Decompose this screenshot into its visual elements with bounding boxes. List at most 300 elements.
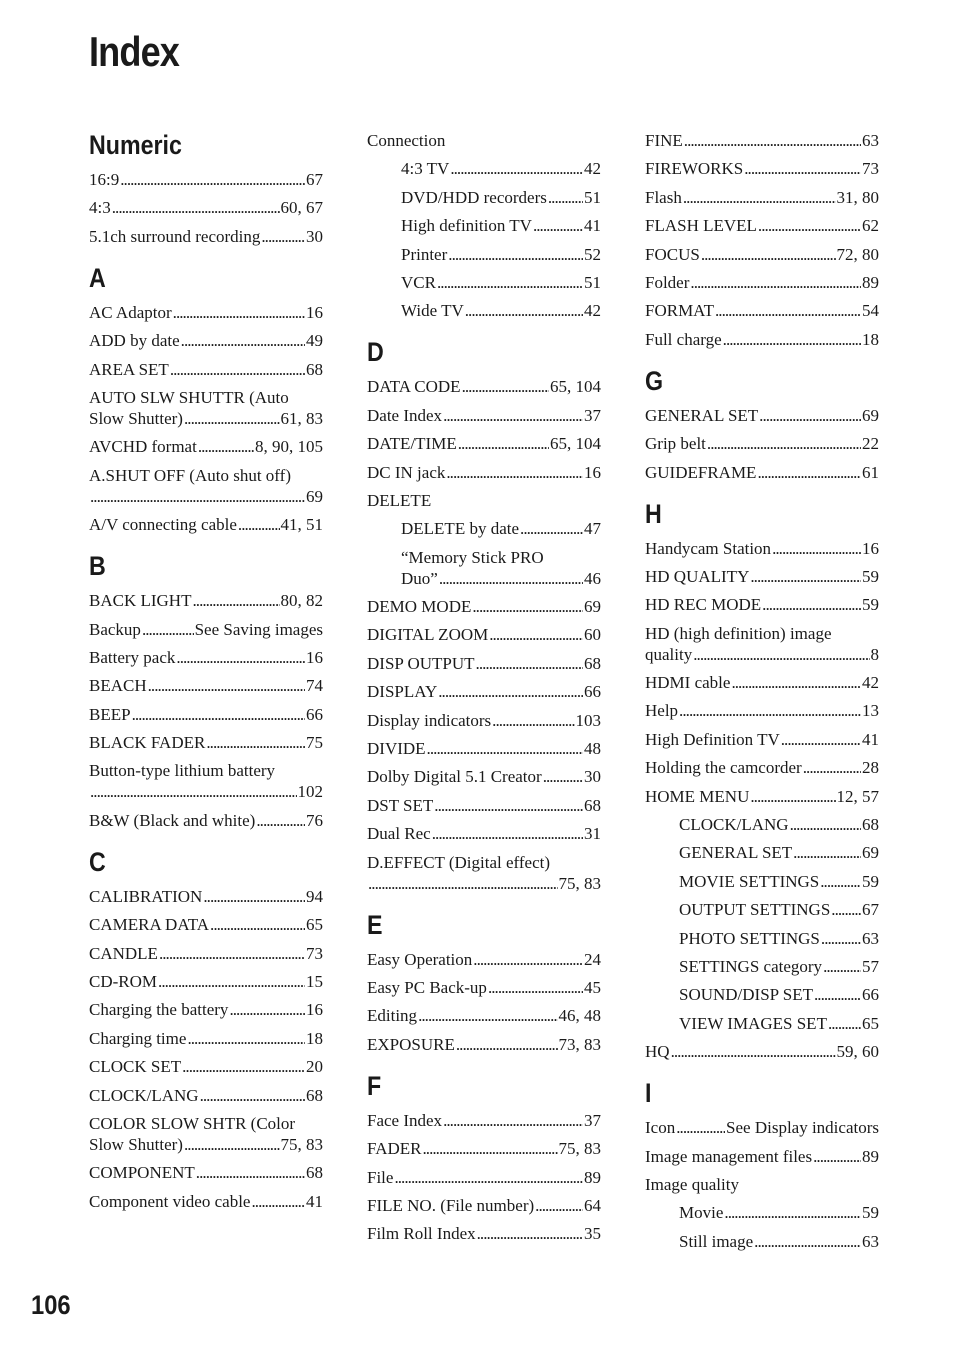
entry-text: 4:3 — [89, 198, 111, 218]
entry-pages: 65 — [862, 1013, 879, 1033]
entry-line — [367, 1223, 601, 1244]
dot-leader — [418, 1005, 557, 1026]
entry-line — [679, 956, 879, 977]
entry-line — [367, 405, 601, 426]
entry-text: “Memory Stick PRO — [401, 547, 544, 567]
index-entry — [89, 619, 323, 640]
index-entry — [367, 1034, 601, 1055]
entry-pages: 67 — [306, 170, 323, 189]
index-entry — [89, 465, 323, 507]
entry-text: BLACK FADER — [89, 733, 206, 753]
index-column-3 — [645, 130, 879, 1268]
entry-pages: 64 — [584, 1195, 601, 1215]
index-entry — [367, 1138, 601, 1159]
dot-leader — [790, 814, 861, 835]
entry-text: High definition TV — [401, 216, 532, 236]
entry-line — [401, 187, 601, 208]
entry-line — [679, 1231, 879, 1252]
dot-leader — [132, 704, 305, 725]
entry-text: HDMI cable — [645, 673, 731, 693]
entry-text: HD REC MODE — [645, 595, 762, 615]
entry-text: VIEW IMAGES SET — [679, 1013, 827, 1033]
entry-text: VCR — [401, 272, 436, 292]
index-subentry — [367, 215, 601, 236]
entry-line — [89, 675, 323, 696]
entry-line — [89, 1028, 323, 1049]
dot-leader — [679, 700, 861, 721]
entry-line — [401, 272, 601, 293]
index-entry — [89, 330, 323, 351]
entry-pages: 41 — [584, 216, 601, 236]
entry-line — [645, 538, 879, 559]
entry-text: CLOCK SET — [89, 1057, 182, 1077]
entry-pages: 37 — [584, 1110, 601, 1130]
entry-text: Easy Operation — [367, 949, 473, 969]
index-entry — [89, 971, 323, 992]
entry-text: Dual Rec — [367, 824, 431, 844]
section-heading: F — [367, 1070, 382, 1101]
entry-pages: 94 — [306, 886, 323, 906]
dot-leader — [489, 624, 583, 645]
entry-line — [89, 197, 323, 218]
entry-line — [89, 169, 323, 190]
dot-leader — [684, 130, 861, 151]
dot-leader — [707, 433, 861, 454]
index-entry — [645, 594, 879, 615]
entry-line — [89, 1056, 323, 1077]
dot-leader — [184, 408, 280, 429]
dot-leader — [731, 672, 861, 693]
entry-text: SETTINGS category — [679, 956, 823, 976]
entry-text: AREA SET — [89, 359, 169, 379]
entry-text: Holding the camcorder — [645, 758, 802, 778]
entry-text: DC IN jack — [367, 462, 446, 482]
entry-line — [89, 302, 323, 323]
index-entry — [645, 623, 879, 665]
entry-text: FADER — [367, 1139, 422, 1159]
entry-text: DELETE — [367, 490, 432, 510]
dot-leader — [814, 984, 861, 1005]
index-section — [645, 130, 879, 350]
index-subentry — [645, 814, 879, 835]
entry-text: Flash — [645, 187, 682, 207]
entry-line — [89, 514, 323, 535]
entry-line — [645, 1041, 879, 1062]
entry-text: COLOR SLOW SHTR (Color — [89, 1113, 296, 1133]
entry-line — [645, 1146, 879, 1167]
entry-text: Folder — [645, 272, 690, 292]
dot-leader — [693, 644, 869, 665]
entry-line — [645, 700, 879, 721]
entry-pages: 35 — [584, 1224, 601, 1244]
entry-pages: 49 — [306, 331, 323, 351]
index-entry — [367, 1195, 601, 1216]
index-subentry — [367, 244, 601, 265]
dot-leader — [683, 187, 836, 208]
dot-leader — [456, 1034, 558, 1055]
entry-pages: 41 — [862, 729, 879, 749]
dot-leader — [120, 169, 305, 190]
entry-pages: 68 — [306, 1085, 323, 1105]
entry-pages: 89 — [862, 1146, 879, 1166]
index-entry — [367, 766, 601, 787]
entry-text-continued: Duo” — [401, 568, 438, 588]
entry-line — [645, 594, 879, 615]
index-entry — [89, 732, 323, 753]
entry-text: File — [367, 1167, 394, 1187]
dot-leader — [203, 886, 305, 907]
index-subentry — [645, 842, 879, 863]
entry-line — [89, 436, 323, 457]
index-subentry — [645, 1231, 879, 1252]
entry-pages: 31 — [584, 824, 601, 844]
entry-pages: 72, 80 — [836, 244, 879, 264]
entry-pages: 60 — [584, 625, 601, 645]
index-entry — [367, 795, 601, 816]
dot-leader — [238, 514, 280, 535]
entry-text: Connection — [367, 131, 446, 150]
entry-text: DISPLAY — [367, 682, 438, 702]
entry-pages: 42 — [584, 159, 601, 179]
entry-pages: See Display indicators — [726, 1118, 879, 1138]
entry-line — [89, 886, 323, 907]
entry-pages: 13 — [862, 701, 879, 721]
index-entry — [89, 810, 323, 831]
index-entry — [89, 1085, 323, 1106]
entry-text: AC Adaptor — [89, 302, 172, 322]
index-entry — [645, 244, 879, 265]
entry-text: Dolby Digital 5.1 Creator — [367, 767, 542, 787]
entry-line — [645, 405, 879, 426]
entry-text: 4:3 TV — [401, 159, 450, 179]
entry-pages: 60, 67 — [280, 198, 323, 218]
index-entry — [367, 738, 601, 759]
entry-text: COMPONENT — [89, 1163, 195, 1183]
dot-leader — [206, 732, 305, 753]
entry-text: DIVIDE — [367, 739, 426, 759]
entry-line — [645, 1117, 879, 1138]
entry-pages: 42 — [584, 301, 601, 321]
entry-pages: 52 — [584, 244, 601, 264]
index-entry — [367, 977, 601, 998]
dot-leader — [170, 359, 305, 380]
index-entry — [645, 130, 879, 151]
entry-line — [89, 1085, 323, 1106]
index-entry — [89, 226, 323, 247]
dot-leader — [187, 1028, 305, 1049]
dot-leader — [548, 187, 583, 208]
entry-text: CD-ROM — [89, 972, 158, 992]
index-subentry — [645, 928, 879, 949]
dot-leader — [443, 1110, 583, 1131]
entry-line — [645, 729, 879, 750]
entry-pages: 89 — [862, 272, 879, 292]
index-entry — [89, 169, 323, 190]
entry-line — [89, 943, 323, 964]
entry-text: A/V connecting cable — [89, 515, 237, 535]
dot-leader — [90, 486, 305, 507]
dot-leader — [750, 566, 861, 587]
index-section — [645, 1078, 879, 1252]
dot-leader — [831, 899, 861, 920]
dot-leader — [181, 330, 305, 351]
entry-text: AUTO SLW SHUTTR (Auto — [89, 387, 289, 407]
dot-leader — [438, 681, 583, 702]
entry-text: Display indicators — [367, 710, 492, 730]
entry-pages: 65, 104 — [550, 377, 601, 397]
index-entry — [367, 376, 601, 397]
entry-pages: 51 — [584, 187, 601, 207]
entry-text: Handycam Station — [645, 538, 772, 558]
entry-line — [89, 704, 323, 725]
entry-text: Still image — [679, 1231, 754, 1251]
dot-leader — [520, 518, 583, 539]
entry-text: Help — [645, 701, 679, 721]
entry-text-continued: Slow Shutter) — [89, 408, 183, 428]
entry-text: GENERAL SET — [679, 843, 793, 863]
entry-pages: 62 — [862, 216, 879, 236]
index-subentry — [645, 1013, 879, 1034]
entry-line — [367, 1110, 601, 1131]
entry-pages: 46 — [584, 568, 601, 588]
index-entry — [367, 433, 601, 454]
entry-line — [367, 433, 601, 454]
entry-text: BEEP — [89, 704, 131, 724]
entry-line — [645, 566, 879, 587]
entry-pages: 66 — [584, 682, 601, 702]
entry-pages: 24 — [584, 949, 601, 969]
entry-text: Charging the battery — [89, 1000, 229, 1020]
entry-text: DVD/HDD recorders — [401, 187, 547, 207]
entry-text: OUTPUT SETTINGS — [679, 900, 831, 920]
entry-line — [367, 1195, 601, 1216]
entry-text: ADD by date — [89, 331, 180, 351]
index-subentry — [645, 956, 879, 977]
entry-line — [367, 376, 601, 397]
dot-leader — [200, 1085, 305, 1106]
index-entry — [645, 700, 879, 721]
entry-pages: 18 — [306, 1028, 323, 1048]
entry-line — [367, 1034, 601, 1055]
index-entry — [89, 590, 323, 611]
entry-pages: 69 — [862, 405, 879, 425]
dot-leader — [476, 653, 583, 674]
entry-pages: 75 — [306, 733, 323, 753]
entry-pages: 59 — [862, 595, 879, 615]
dot-leader — [458, 433, 549, 454]
dot-leader — [261, 226, 305, 247]
entry-line — [367, 681, 601, 702]
entry-line — [367, 949, 601, 970]
entry-line — [89, 590, 323, 611]
dot-leader — [90, 781, 297, 802]
index-entry — [645, 786, 879, 807]
index-entry — [645, 433, 879, 454]
entry-text: AVCHD format — [89, 437, 197, 457]
dot-leader — [256, 810, 305, 831]
index-entry — [89, 886, 323, 907]
entry-line — [645, 329, 879, 350]
entry-text: Face Index — [367, 1110, 443, 1130]
entry-text: Backup — [89, 619, 141, 639]
entry-text: HD (high definition) image — [645, 623, 832, 643]
index-entry — [89, 1056, 323, 1077]
dot-leader — [173, 302, 305, 323]
entry-pages: 63 — [862, 928, 879, 948]
section-heading: E — [367, 909, 383, 940]
dot-leader — [676, 1117, 725, 1138]
entry-line — [645, 757, 879, 778]
index-entry — [645, 757, 879, 778]
index-entry — [645, 329, 879, 350]
dot-leader — [443, 405, 583, 426]
index-entry — [89, 302, 323, 323]
dot-leader — [196, 1162, 305, 1183]
index-entry — [645, 405, 879, 426]
entry-line — [401, 300, 601, 321]
entry-text: Full charge — [645, 329, 722, 349]
entry-line — [89, 971, 323, 992]
entry-text: CANDLE — [89, 943, 158, 963]
entry-line — [367, 1005, 601, 1026]
entry-text: BEACH — [89, 676, 147, 696]
entry-line — [645, 786, 879, 807]
dot-leader — [750, 786, 835, 807]
dot-leader — [148, 675, 305, 696]
entry-line — [401, 568, 601, 589]
entry-pages: 54 — [862, 301, 879, 321]
entry-line — [645, 672, 879, 693]
entry-pages: 16 — [306, 1000, 323, 1020]
dot-leader — [828, 1013, 861, 1034]
index-entry — [89, 914, 323, 935]
index-entry — [367, 624, 601, 645]
index-entry — [89, 1162, 323, 1183]
index-entry — [645, 672, 879, 693]
index-section — [367, 337, 601, 893]
entry-line — [679, 1202, 879, 1223]
entry-text: DISP OUTPUT — [367, 653, 475, 673]
entry-line — [367, 462, 601, 483]
index-entry — [645, 300, 879, 321]
entry-line — [367, 873, 601, 894]
entry-text: High Definition TV — [645, 729, 780, 749]
index-entry — [89, 387, 323, 429]
entry-pages: 61, 83 — [280, 408, 323, 428]
entry-text: CLOCK/LANG — [89, 1085, 199, 1105]
dot-leader — [450, 158, 583, 179]
entry-pages: 63 — [862, 131, 879, 150]
index-section — [645, 499, 879, 1063]
entry-line — [679, 928, 879, 949]
entry-text: FIREWORKS — [645, 159, 744, 179]
entry-text: Component video cable — [89, 1191, 251, 1211]
section-heading: B — [89, 551, 106, 582]
index-entry — [367, 710, 601, 731]
dot-leader — [112, 197, 280, 218]
entry-text: DEMO MODE — [367, 597, 472, 617]
dot-leader — [754, 1231, 861, 1252]
entry-line — [645, 644, 879, 665]
entry-text: A.SHUT OFF (Auto shut off) — [89, 465, 291, 485]
entry-pages: 22 — [862, 434, 879, 454]
entry-pages: 41, 51 — [280, 515, 323, 535]
entry-pages: 57 — [862, 956, 879, 976]
entry-line — [645, 187, 879, 208]
entry-pages: 42 — [862, 673, 879, 693]
index-entry — [367, 681, 601, 702]
entry-text: Image management files — [645, 1146, 813, 1166]
section-heading: H — [645, 498, 662, 529]
entry-line — [367, 1167, 601, 1188]
entry-text: GENERAL SET — [645, 405, 759, 425]
entry-pages: 69 — [584, 597, 601, 617]
dot-leader — [462, 376, 549, 397]
index-section — [89, 263, 323, 535]
entry-line — [401, 215, 601, 236]
entry-text: Date Index — [367, 405, 443, 425]
page-title: Index — [89, 28, 180, 75]
entry-text-continued: Slow Shutter) — [89, 1134, 183, 1154]
entry-pages: 65 — [306, 915, 323, 935]
index-entry — [367, 1005, 601, 1026]
entry-text: EXPOSURE — [367, 1034, 455, 1054]
dot-leader — [813, 1146, 861, 1167]
entry-pages: 16 — [862, 538, 879, 558]
index-entry — [645, 215, 879, 236]
index-entry — [367, 405, 601, 426]
entry-line — [645, 272, 879, 293]
entry-text: SOUND/DISP SET — [679, 985, 813, 1005]
index-entry — [645, 1174, 879, 1195]
dot-leader — [210, 914, 305, 935]
entry-line — [89, 647, 323, 668]
entry-line — [679, 899, 879, 920]
entry-text: Button-type lithium battery — [89, 761, 276, 781]
entry-text: DATE/TIME — [367, 434, 457, 454]
entry-text: CALIBRATION — [89, 886, 203, 906]
entry-text: Wide TV — [401, 301, 464, 321]
entry-line — [679, 842, 879, 863]
index-entry — [645, 566, 879, 587]
index-entry — [367, 1167, 601, 1188]
index-entry — [645, 729, 879, 750]
entry-pages: 68 — [306, 1163, 323, 1183]
dot-leader — [229, 999, 305, 1020]
entry-pages: 41 — [306, 1191, 323, 1211]
entry-line — [367, 738, 601, 759]
entry-line — [367, 624, 601, 645]
index-subentry — [367, 158, 601, 179]
entry-line — [679, 1013, 879, 1034]
dot-leader — [437, 272, 583, 293]
entry-pages: 66 — [862, 985, 879, 1005]
entry-pages: 59 — [862, 1203, 879, 1223]
index-entry — [367, 1110, 601, 1131]
dot-leader — [158, 971, 305, 992]
dot-leader — [772, 538, 861, 559]
entry-pages: 73, 83 — [558, 1034, 601, 1054]
entry-line — [401, 518, 601, 539]
entry-line — [401, 158, 601, 179]
entry-text: CLOCK/LANG — [679, 815, 789, 835]
dot-leader — [446, 462, 583, 483]
entry-pages: 8 — [870, 644, 879, 664]
index-subentry — [645, 899, 879, 920]
index-entry — [89, 760, 323, 802]
dot-leader — [184, 1134, 280, 1155]
entry-text: Movie — [679, 1203, 724, 1223]
